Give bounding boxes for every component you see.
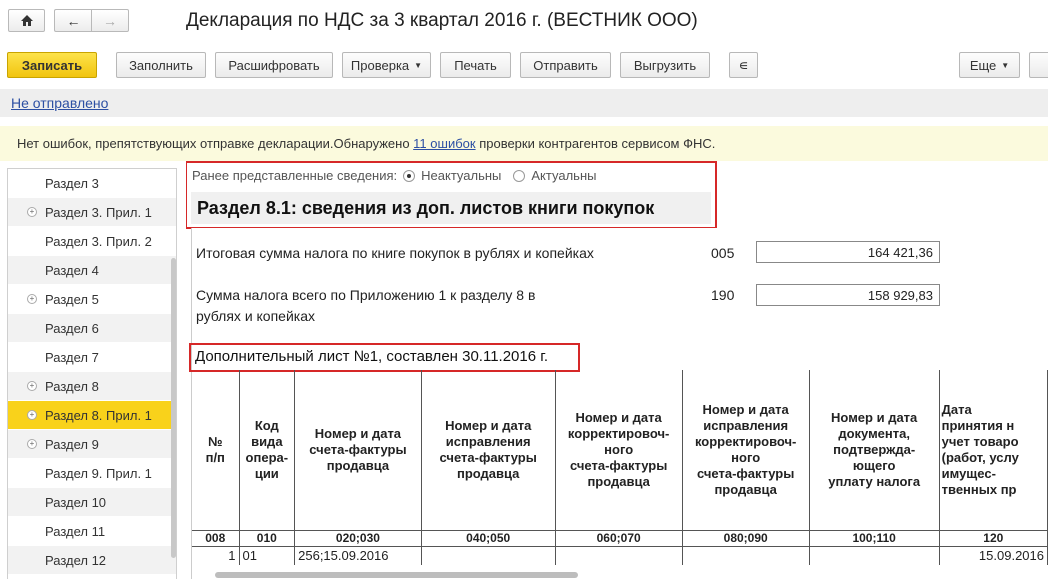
arrow-left-icon: ← — [66, 12, 81, 29]
sidebar-item[interactable] — [8, 488, 176, 517]
sidebar-item-label: Раздел 6 — [45, 320, 99, 336]
sidebar-item-label: Раздел 4 — [45, 262, 99, 278]
sidebar-item-label: Раздел 11 — [45, 523, 106, 539]
sidebar-item[interactable] — [8, 372, 176, 401]
sidebar-item[interactable] — [8, 430, 176, 459]
sidebar-item-label: Раздел 8. Прил. 1 — [45, 407, 152, 423]
help-button[interactable] — [1029, 52, 1048, 78]
table-cell[interactable] — [555, 546, 682, 565]
sum-value-field[interactable]: 158 929,83 — [756, 284, 940, 306]
status-bar — [0, 89, 1048, 117]
home-icon — [20, 14, 34, 27]
upload-button[interactable]: Выгрузить — [620, 52, 710, 78]
sidebar-item[interactable] — [8, 227, 176, 256]
table-cell[interactable]: 15.09.2016 — [939, 546, 1047, 565]
column-code: 060;070 — [555, 530, 682, 546]
column-code: 008 — [192, 530, 239, 546]
warning-banner — [0, 126, 1048, 161]
sidebar-item-label: Раздел 5 — [45, 291, 99, 307]
send-button[interactable]: Отправить — [520, 52, 611, 78]
sidebar-item[interactable] — [8, 169, 176, 198]
radio-relevant-label[interactable]: Актуальны — [531, 168, 597, 183]
save-button[interactable]: Записать — [7, 52, 97, 78]
expand-icon[interactable]: + — [27, 207, 37, 217]
column-header: Номер и дата корректировоч- ного счета-фактуры продавца — [555, 370, 682, 530]
sections-sidebar — [7, 168, 177, 579]
sidebar-scroll-thumb[interactable] — [171, 258, 176, 558]
sum-label-line2: рублях и копейках — [196, 308, 315, 324]
column-header: Номер и дата документа, подтвержда- ющего уплату налога — [809, 370, 939, 530]
decode-button[interactable]: Расшифровать — [215, 52, 333, 78]
back-button[interactable] — [54, 9, 92, 32]
invoice-table — [192, 370, 1048, 565]
radio-irrelevant[interactable] — [403, 170, 415, 182]
page-title: Декларация по НДС за 3 квартал 2016 г. (ВЕСТНИК ООО) — [186, 10, 698, 31]
sidebar-item[interactable] — [8, 198, 176, 227]
sidebar-item-label: Раздел 8 — [45, 378, 99, 394]
attach-button[interactable] — [729, 52, 758, 78]
check-dropdown-button[interactable] — [342, 52, 431, 78]
expand-icon[interactable]: + — [27, 410, 37, 420]
send-status-link[interactable]: Не отправлено — [11, 95, 109, 111]
table-codes-row — [192, 530, 1048, 546]
column-code: 080;090 — [682, 530, 809, 546]
table-header-row — [192, 370, 1048, 530]
expand-icon[interactable]: + — [27, 381, 37, 391]
more-dropdown-button[interactable] — [959, 52, 1020, 78]
column-header: Номер и дата исправления счета-фактуры продавца — [421, 370, 555, 530]
column-header: Номер и дата исправления корректировоч- ного счета-фактуры продавца — [682, 370, 809, 530]
sidebar-item[interactable] — [8, 343, 176, 372]
sidebar-item-label: Раздел 9. Прил. 1 — [45, 465, 152, 481]
table-cell[interactable]: 256;15.09.2016 — [295, 546, 422, 565]
total-code: 005 — [711, 245, 735, 261]
column-header: № п/п — [192, 370, 239, 530]
check-label: Проверка — [350, 57, 410, 73]
sum-code: 190 — [711, 287, 735, 303]
sidebar-item-label: Раздел 3 — [45, 175, 99, 191]
sidebar-item-label: Раздел 9 — [45, 436, 99, 452]
sidebar-item[interactable] — [8, 517, 176, 546]
home-button[interactable] — [8, 9, 45, 32]
column-code: 120 — [939, 530, 1047, 546]
sidebar-item[interactable] — [8, 256, 176, 285]
errors-link[interactable]: 11 ошибок — [413, 136, 476, 151]
sidebar-item-label: Раздел 10 — [45, 494, 107, 510]
table-cell[interactable] — [682, 546, 809, 565]
sidebar-item-label: Раздел 7 — [45, 349, 99, 365]
more-label: Еще — [969, 57, 997, 73]
form-content — [186, 160, 1048, 579]
radio-relevant[interactable] — [513, 170, 525, 182]
sidebar-item-label: Раздел 12 — [45, 552, 107, 568]
radio-irrelevant-label[interactable]: Неактуальны — [421, 168, 502, 183]
column-code: 020;030 — [295, 530, 422, 546]
total-label: Итоговая сумма налога по книге покупок в рублях и копейках — [196, 245, 594, 261]
table-cell[interactable]: 1 — [192, 546, 239, 565]
total-value-field[interactable]: 164 421,36 — [756, 241, 940, 263]
column-header: Номер и дата счета-фактуры продавца — [295, 370, 422, 530]
prev-info-label: Ранее представленные сведения: — [192, 168, 398, 183]
caret-down-icon: ▼ — [1001, 60, 1010, 70]
table-cell[interactable]: 01 — [239, 546, 295, 565]
prev-info-row — [192, 168, 596, 183]
caret-down-icon: ▼ — [414, 60, 423, 70]
sidebar-item[interactable] — [8, 285, 176, 314]
sum-label-line1: Сумма налога всего по Приложению 1 к разделу 8 в — [196, 287, 536, 303]
column-header: Код вида опера- ции — [239, 370, 295, 530]
column-code: 100;110 — [809, 530, 939, 546]
column-header: Дата принятия н учет товаро (работ, услу имущес- твенных пр — [939, 370, 1047, 530]
table-cell[interactable] — [421, 546, 555, 565]
forward-button[interactable] — [91, 9, 129, 32]
horizontal-scroll-thumb[interactable] — [215, 572, 578, 578]
expand-icon[interactable]: + — [27, 439, 37, 449]
sheet-label: Дополнительный лист №1, составлен 30.11.2016 г. — [195, 348, 549, 365]
sidebar-item-label: Раздел 3. Прил. 2 — [45, 233, 152, 249]
column-code: 040;050 — [421, 530, 555, 546]
fill-button[interactable]: Заполнить — [116, 52, 206, 78]
table-row[interactable] — [192, 546, 1048, 565]
sidebar-item-label: Раздел 3. Прил. 1 — [45, 204, 152, 220]
warning-text-before: Нет ошибок, препятствующих отправке декларации.Обнаружено — [17, 136, 414, 151]
sidebar-item[interactable] — [8, 314, 176, 343]
sidebar-item[interactable] — [8, 459, 176, 488]
warning-text-after: проверки контрагентов сервисом ФНС. — [475, 136, 716, 151]
print-button[interactable]: Печать — [440, 52, 511, 78]
sidebar-item[interactable] — [8, 401, 176, 430]
table-cell[interactable] — [809, 546, 939, 565]
column-code: 010 — [239, 530, 295, 546]
sidebar-item[interactable] — [8, 546, 176, 575]
section-title: Раздел 8.1: сведения из доп. листов книги покупок — [197, 198, 655, 218]
paperclip-icon: ∊ — [738, 56, 749, 73]
arrow-right-icon: → — [103, 12, 117, 29]
expand-icon[interactable]: + — [27, 294, 37, 304]
